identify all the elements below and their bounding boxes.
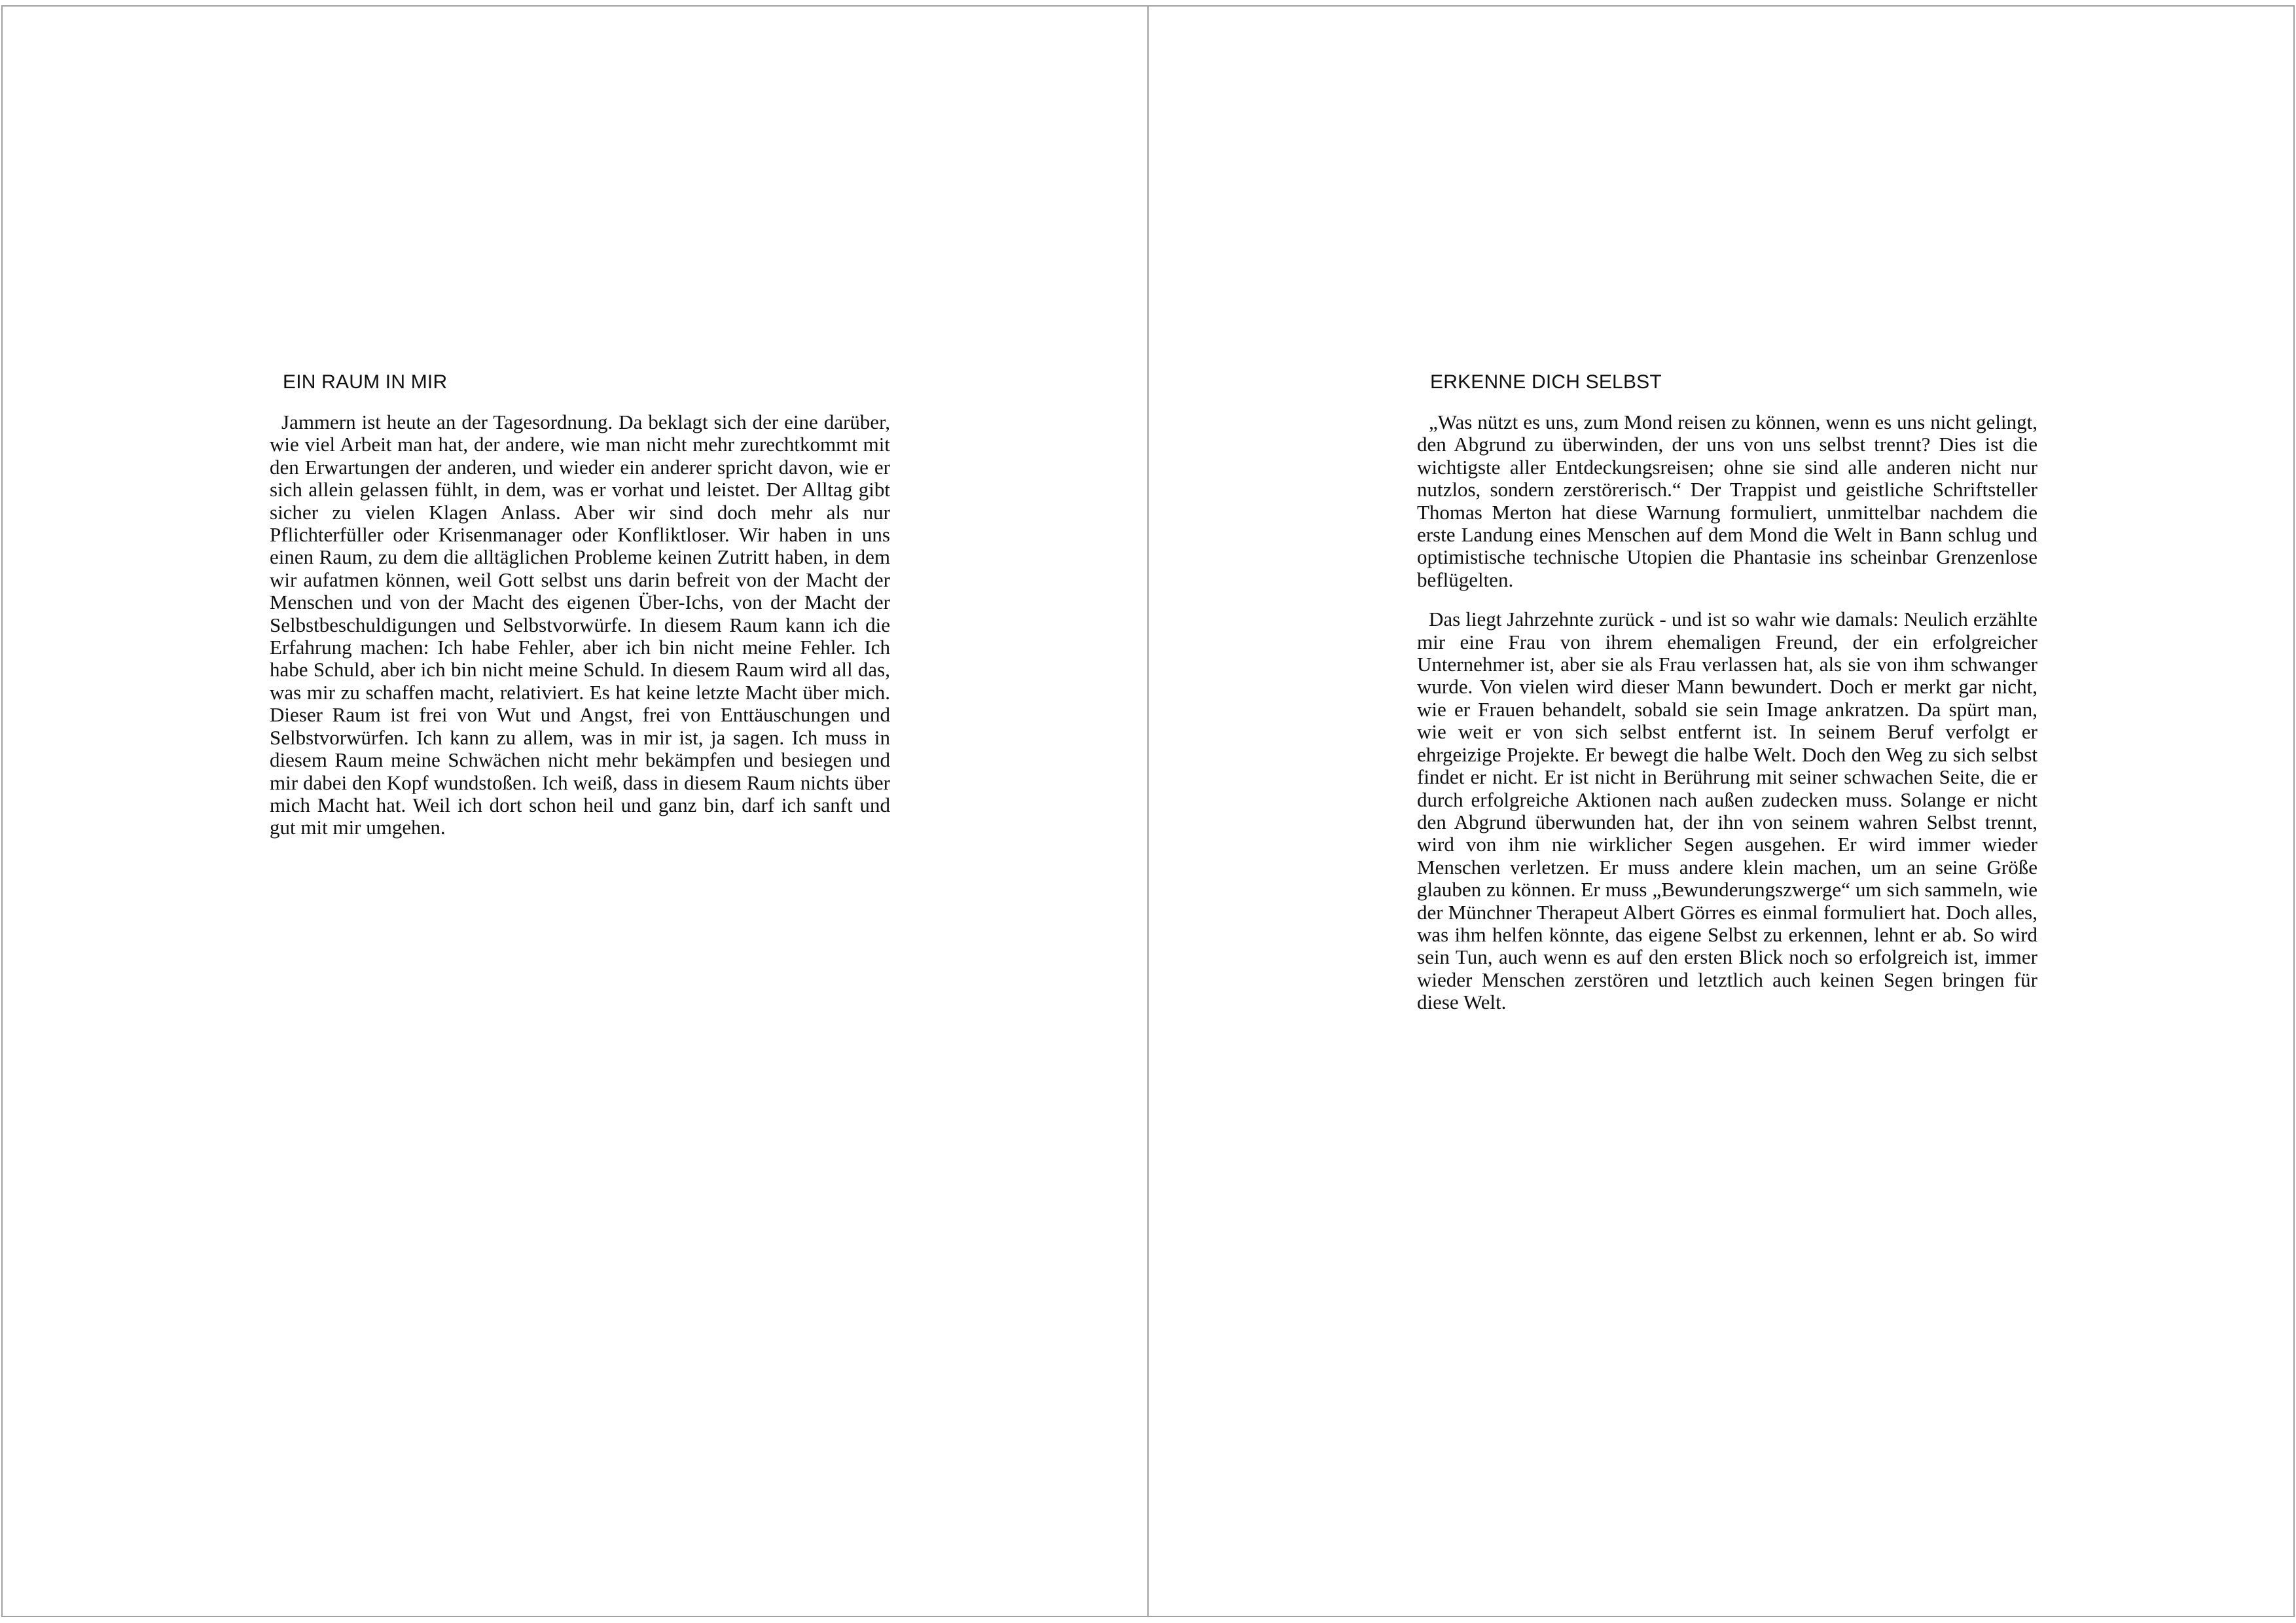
right-paragraph-2: Das liegt Jahrzehnte zurück - und ist so wahr wie damals: Neulich erzählte mir eine Frau von ihrem ehemaligen Freund, der ein erfolgreicher Unternehmer ist, aber sie als Frau verlassen hat, als sie von ihm schwanger wurde. Von vielen wird dieser Mann bewundert. Doch er merkt gar nicht, wie er Frauen behandelt, sobald sie sein Image ankratzen. Da spürt man, wie weit er von sich selbst entfernt ist. In seinem Beruf verfolgt er ehrgeizige Projekte. Er bewegt die halbe Welt. Doch den Weg zu sich selbst findet er nicht. Er ist nicht in Berührung mit seiner schwachen Seite, die er durch erfolgreiche Aktionen nach außen zudecken muss. Solange er nicht den Abgrund überwunden hat, der ihn von seinem wahren Selbst trennt, wird von ihm nie wirklicher Segen ausgehen. Er wird immer wieder Menschen verletzen. Er muss andere klein machen, um an seine Größe glauben zu können. Er muss „Bewunderungszwerge“ um sich sammeln, wie der Münchner Therapeut Albert Görres es einmal formuliert hat. Doch alles, was ihm helfen könnte, das eigene Selbst zu erkennen, lehnt er ab. So wird sein Tun, auch wenn es auf den ersten Blick noch so erfolgreich ist, immer wieder Menschen zerstören und letztlich auch keinen Segen bringen für diese Welt. bbox=[1417, 608, 2037, 1014]
right-text-block bbox=[1417, 371, 2037, 1014]
left-page-heading: EIN RAUM IN MIR bbox=[283, 371, 448, 393]
left-paragraph-1: Jammern ist heute an der Tagesordnung. Da beklagt sich der eine darüber, wie viel Arbeit man hat, der andere, wie man nicht mehr zurechtkommt mit den Erwartungen der anderen, und wieder ein anderer spricht davon, wie er sich allein gelassen fühlt, in dem, was er vorhat und leistet. Der Alltag gibt sicher zu vielen Klagen Anlass. Aber wir sind doch mehr als nur Pflichterfüller oder Krisenmanager oder Konfliktloser. Wir haben in uns einen Raum, zu dem die alltäglichen Probleme keinen Zutritt haben, in dem wir aufatmen können, weil Gott selbst uns darin befreit von der Macht der Menschen und von der Macht des eigenen Über-Ichs, von der Macht der Selbstbeschuldigungen und Selbstvorwürfe. In diesem Raum kann ich die Erfahrung machen: Ich habe Fehler, aber ich bin nicht meine Fehler. Ich habe Schuld, aber ich bin nicht meine Schuld. In diesem Raum wird all das, was mir zu schaffen macht, relativiert. Es hat keine letzte Macht über mich. Dieser Raum ist frei von Wut und Angst, frei von Enttäuschungen und Selbstvorwürfen. Ich kann zu allem, was in mir ist, ja sagen. Ich muss in diesem Raum meine Schwächen nicht mehr bekämpfen und besiegen und mir dabei den Kopf wundstoßen. Ich weiß, dass in diesem Raum nichts über mich Macht hat. Weil ich dort schon heil und ganz bin, darf ich sanft und gut mit mir umgehen. bbox=[270, 410, 890, 839]
right-page-heading: ERKENNE DICH SELBST bbox=[1430, 371, 1662, 393]
right-paragraph-1: „Was nützt es uns, zum Mond reisen zu können, wenn es uns nicht gelingt, den Abgrund zu überwinden, der uns von uns selbst trennt? Dies ist die wichtigste aller Entdeckungsreisen; ohne sie sind alle anderen nicht nur nutzlos, sondern zerstörerisch.“ Der Trappist und geistliche Schriftsteller Thomas Merton hat diese Warnung formuliert, unmittelbar nachdem die erste Landung eines Menschen auf dem Mond die Welt in Bann schlug und optimistische technische Utopien die Phantasie ins scheinbar Grenzenlose beflügelten. bbox=[1417, 410, 2037, 591]
left-page bbox=[1, 5, 1149, 1617]
right-page bbox=[1147, 5, 2295, 1617]
left-text-block bbox=[270, 371, 890, 839]
